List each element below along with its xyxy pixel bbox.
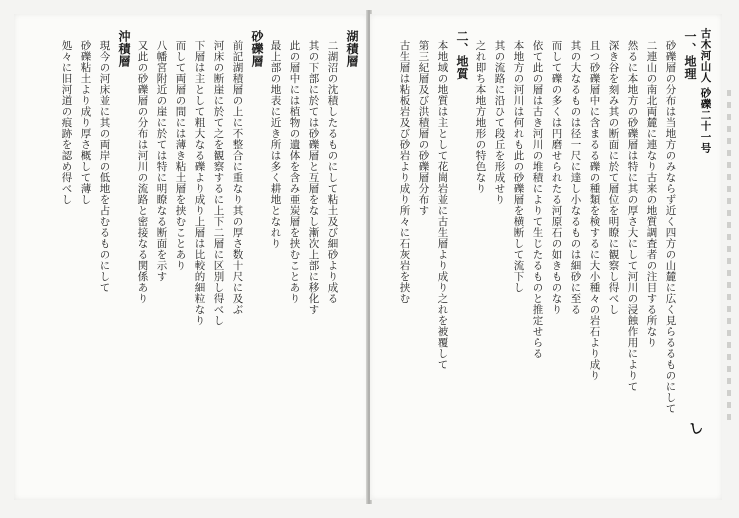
- author-line: 古木河山人 砂礫二十一号: [699, 28, 712, 154]
- text-line: 其の下部に於ては砂礫層と互層をなし漸次上部に移化す: [307, 40, 320, 315]
- text-line: 処々に旧河道の痕跡を認め得べし: [60, 40, 73, 205]
- section-heading: 湖積層: [345, 30, 359, 68]
- text-line: 且つ砂礫層中に含まるる礫の種類を検するに大小種々の岩石より成り: [588, 40, 601, 381]
- section-heading: 砂礫層: [250, 30, 264, 68]
- text-line: 本地方の河川は何れも此の砂礫層を横断して流下し: [512, 40, 525, 293]
- text-line: 依て此の層は古き河川の堆積によりて生じたるものと推定せらる: [531, 40, 544, 359]
- text-line: 八幡宮附近の崖に於ては特に明瞭なる断面を示す: [155, 40, 168, 282]
- text-line: 深き谷を刻み其の断面に於て層位を明瞭に観察し得べし: [607, 40, 620, 315]
- text-line: 又此の砂礫層の分布は河川の流路と密接なる関係あり: [136, 40, 149, 304]
- text-line: 然るに本地方の砂礫層は特に其の厚さ大にして河川の浸蝕作用によりて: [626, 40, 639, 392]
- text-line: 其の流路に沿ひて段丘を形成せり: [493, 40, 506, 205]
- text-line: 最上部の地表に近き所は多く耕地となれり: [269, 40, 282, 249]
- text-line: 砂礫層の分布は当地方のみならず近く四方の山麓に広く見らるるものにして: [664, 40, 677, 414]
- margin-mark: し: [687, 419, 706, 439]
- text-line: 第三紀層及び洪積層の砂礫層分布す: [417, 40, 430, 216]
- text-line: 砂礫粘土より成り厚さ概して薄し: [79, 40, 92, 205]
- text-line: 前記湖積層の上に不整合に重なり其の厚さ数十尺に及ぶ: [231, 40, 244, 315]
- text-line: 其の大なるものは径一尺に達し小なるものは細砂に至る: [569, 40, 582, 315]
- text-line: 之れ即ち本地方地形の特色なり: [474, 40, 487, 194]
- text-line: 而して礫の多くは円磨せられたる河原石の如きものなり: [550, 40, 563, 315]
- text-line: 二湖沼の沈積したるものにして粘土及び細砂より成る: [326, 40, 339, 304]
- text-line: 下層は主として粗大なる礫より成り上層は比較的細粒なり: [193, 40, 206, 326]
- page-edge-shadow: [727, 90, 731, 420]
- section-heading: 二、地質: [455, 30, 469, 80]
- text-line: 此の層中には植物の遺体を含み亜炭層を挟むことあり: [288, 40, 301, 304]
- text-line: 二連山の南北両麓に連なり古来の地質調査者の注目する所なり: [645, 40, 658, 348]
- text-line: 現今の河床並に其の両岸の低地を占むるものにして: [98, 40, 111, 293]
- text-line: 河床の断崖に於て之を観察するに上下二層に区別し得べし: [212, 40, 225, 326]
- section-heading: 沖積層: [117, 30, 131, 68]
- section-heading: 一、地理: [683, 30, 697, 80]
- text-line: 古生層は粘板岩及び砂岩より成り所々に石灰岩を挟む: [398, 40, 411, 304]
- text-line: 本地域の地質は主として花崗岩並に古生層より成り之れを被覆して: [436, 40, 449, 370]
- text-line: 而して両層の間には薄き粘土層を挟むことあり: [174, 40, 187, 271]
